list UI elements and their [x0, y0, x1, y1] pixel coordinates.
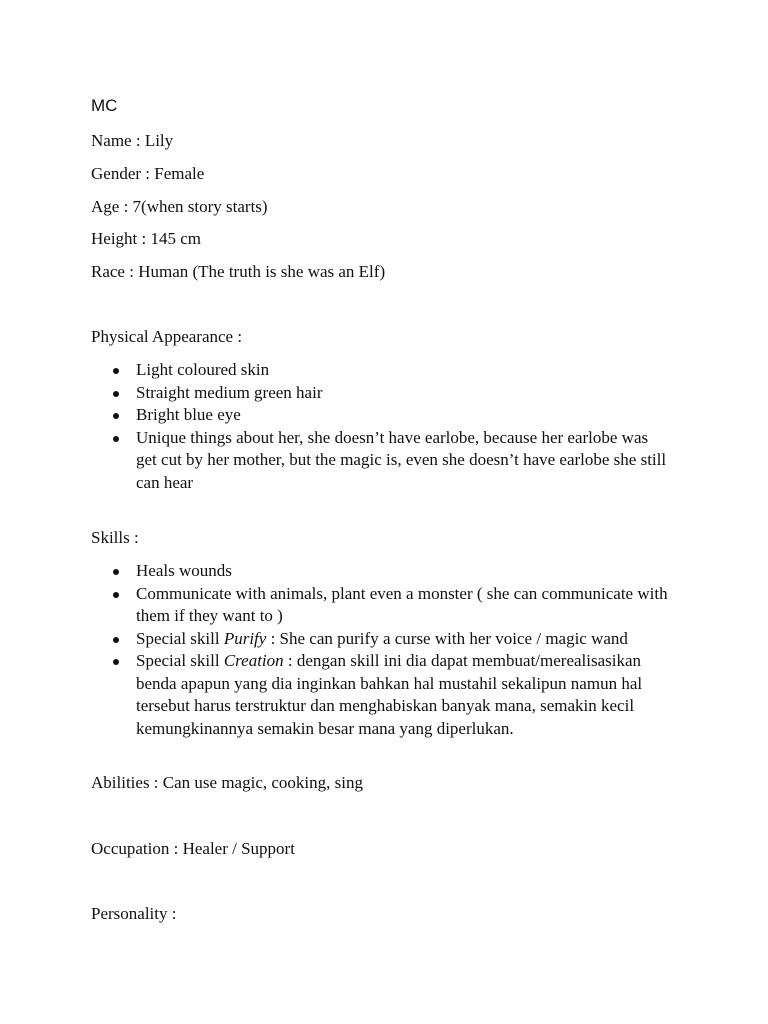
list-item-text: Bright blue eye [136, 405, 241, 424]
race-line: Race : Human (The truth is she was an Elf) [91, 262, 386, 281]
list-item [91, 560, 671, 583]
bullet-icon [113, 368, 119, 374]
abilities-line: Abilities : Can use magic, cooking, sing [91, 773, 363, 792]
skill-name: Purify [223, 628, 267, 648]
list-item-text: Communicate with animals, plant even a monster ( she can communicate with them if they want to ) [136, 583, 668, 625]
bullet-icon [113, 391, 119, 397]
bullet-icon [113, 413, 119, 419]
list-item [91, 382, 671, 405]
list-item-text: Light coloured skin [136, 360, 270, 379]
skill-description: : dengan skill ini dia dapat membuat/merealisasikan benda apapun yang dia inginkan bahkan hal mustahil sekalipun namun hal tersebut harus terstruktur dan menghabiskan banyak mana, semakin kecil kemungkinannya semakin besar mana yang diperlukan. [136, 651, 643, 738]
list-item [91, 583, 671, 628]
skills-label: Skills : [91, 528, 139, 547]
skill-name: Creation [223, 651, 284, 670]
gender-line: Gender : Female [91, 164, 205, 183]
skills-list [91, 560, 671, 740]
personality-label: Personality : [91, 904, 177, 923]
bullet-icon [113, 569, 119, 575]
height-line: Height : 145 cm [91, 229, 202, 248]
list-item-text: Unique things about her, she doesn’t have earlobe, because her earlobe was get cut by her mother, but the magic is, even she doesn’t have earlobe she still can hear [136, 427, 667, 492]
document-heading: MC [91, 96, 118, 115]
skill-prefix: Special skill [136, 651, 224, 670]
list-item-text: Heals wounds [136, 561, 232, 580]
list-item [91, 628, 671, 651]
bullet-icon [113, 592, 119, 598]
skill-prefix: Special skill [136, 628, 224, 648]
age-line: Age : 7(when story starts) [91, 197, 268, 216]
occupation-line: Occupation : Healer / Support [91, 839, 295, 858]
list-item [91, 404, 671, 427]
list-item [91, 427, 671, 495]
bullet-icon [113, 436, 119, 442]
physical-appearance-list [91, 359, 671, 494]
list-item [91, 650, 671, 740]
skill-description: : She can purify a curse with her voice / magic wand [266, 628, 628, 648]
bullet-icon [113, 637, 119, 643]
list-item [91, 359, 671, 382]
list-item-text: Straight medium green hair [136, 382, 323, 402]
bullet-icon [113, 659, 119, 665]
name-line: Name : Lily [91, 131, 174, 150]
physical-appearance-label: Physical Appearance : [91, 327, 243, 346]
